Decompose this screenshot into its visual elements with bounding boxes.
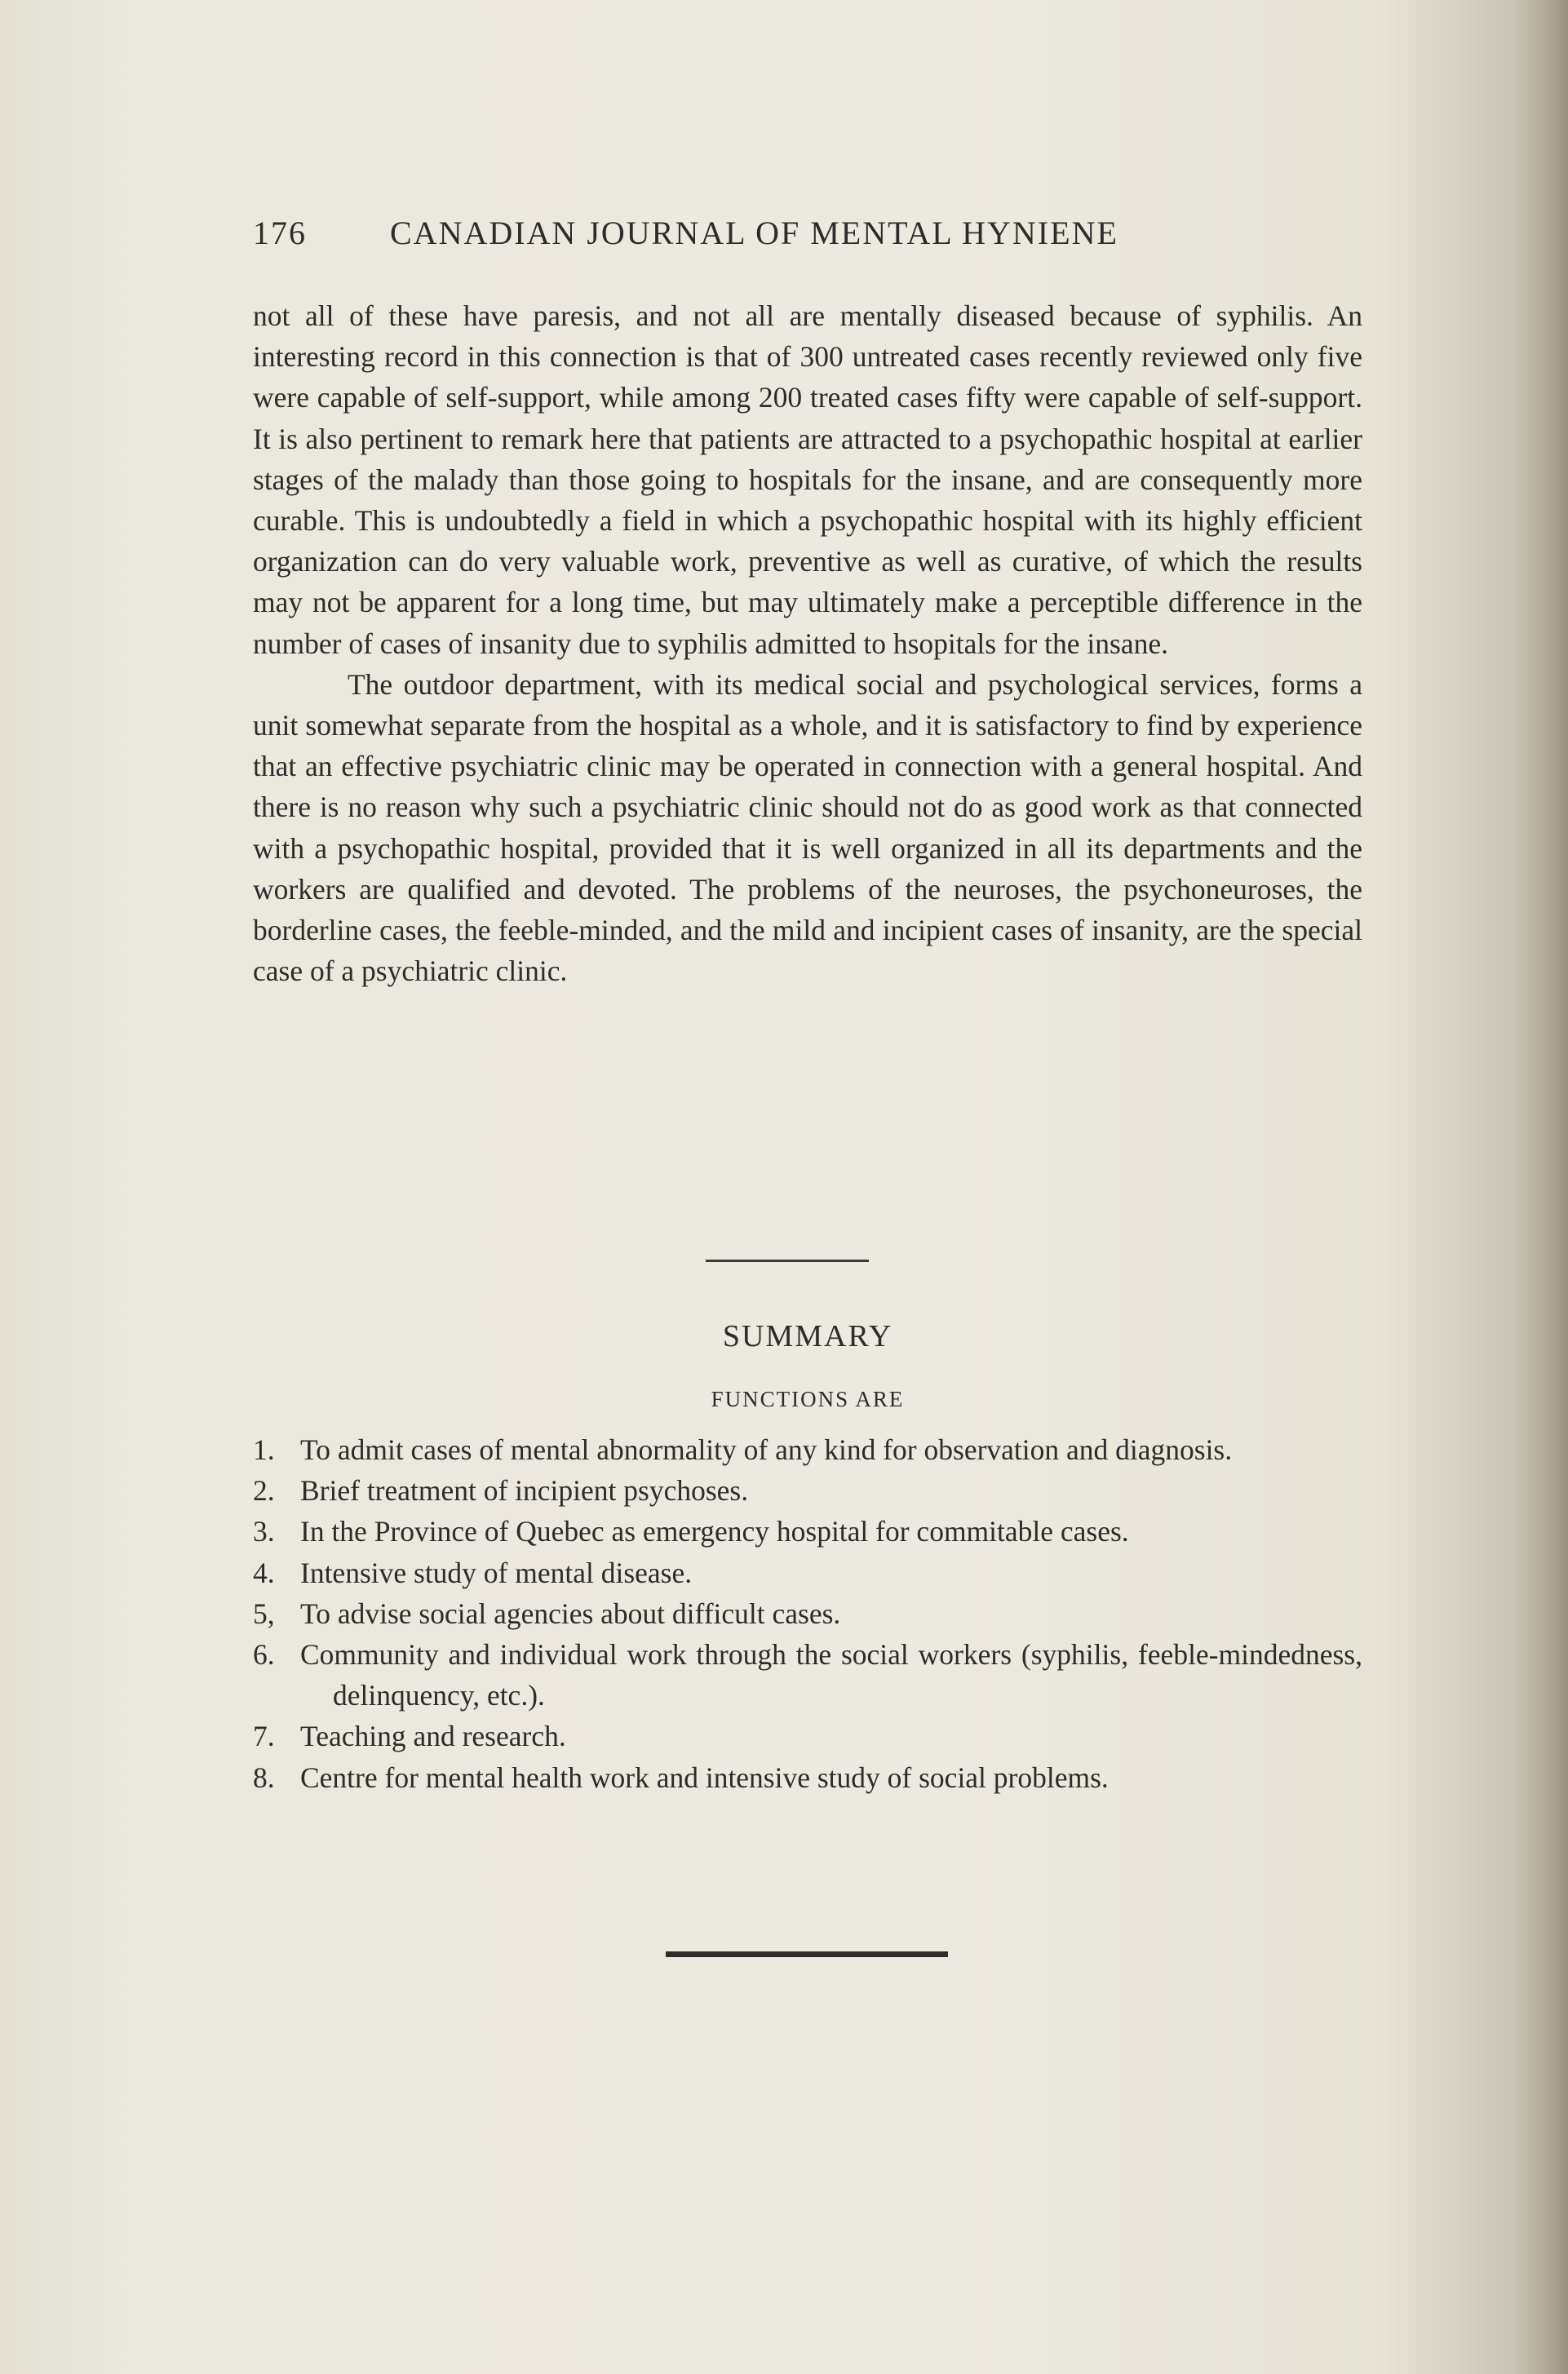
list-item-text: To advise social agencies about difficult cases.: [300, 1597, 841, 1630]
functions-list: [253, 1429, 1362, 1798]
body-paragraph: not all of these have paresis, and not all are mentally diseased because of syphilis. An interesting record in this connection is that of 300 untreated cases recently reviewed only five were capable of self-support, while among 200 treated cases fifty were capable of self-support. It is also pertinent to remark here that patients are attracted to a psychopathic hospital at earlier stages of the malady than those going to hospitals for the insane, and are consequently more curable. This is undoubtedly a field in which a psychopathic hospital with its highly efficient organization can do very valuable work, preventive as well as curative, of which the results may not be apparent for a long time, but may ultimately make a perceptible difference in the number of cases of insanity due to syphilis admitted to hsopitals for the insane.: [253, 299, 1362, 660]
list-item-text: To admit cases of mental abnormality of any kind for observation and diagnosis.: [300, 1433, 1233, 1466]
list-item-number: 2.: [253, 1474, 275, 1508]
list-item: [253, 1511, 1362, 1552]
journal-title: CANADIAN JOURNAL OF MENTAL HYNIENE: [390, 215, 1118, 251]
list-item-number: 8.: [253, 1761, 275, 1794]
list-item-number: 3.: [253, 1515, 275, 1548]
list-item: [253, 1757, 1362, 1798]
summary-heading: SUMMARY: [722, 1319, 893, 1353]
list-item: [253, 1634, 1362, 1716]
body-paragraph: The outdoor department, with its medical social and psychological services, forms a unit somewhat separate from the hospital as a whole, and it is satisfactory to find by experience that an effective psychiatric clinic may be operated in connection with a general hospital. And there is no reason why such a psychiatric clinic should not do as good work as that connected with a psychopathic hospital, provided that it is well organized in all its departments and the workers are qualified and devoted. The problems of the neuroses, the psychoneuroses, the borderline cases, the feeble-minded, and the mild and incipient cases of insanity, are the special case of a psychiatric clinic.: [253, 667, 1362, 988]
list-item: [253, 1552, 1362, 1593]
list-item: [253, 1593, 1362, 1634]
page-number: 176: [253, 215, 307, 251]
page-gutter-shadow: [1511, 0, 1568, 2374]
list-item-text: Community and individual work through the social workers (syphilis, feeble-mindedness, delinquency, etc.).: [300, 1638, 1362, 1712]
list-item: [253, 1429, 1362, 1470]
list-item-text: Intensive study of mental disease.: [300, 1556, 693, 1589]
section-divider: [706, 1260, 869, 1262]
list-item-number: 1.: [253, 1433, 275, 1466]
running-head: [253, 214, 1362, 252]
list-item-number: 5,: [253, 1597, 275, 1630]
list-item-text: In the Province of Quebec as emergency hospital for commitable cases.: [300, 1515, 1129, 1548]
list-item-number: 7.: [253, 1720, 275, 1753]
body-text: [253, 295, 1362, 991]
list-item-text: Teaching and research.: [300, 1720, 566, 1753]
end-rule: [666, 1951, 948, 1957]
list-item-text: Centre for mental health work and intensive study of social problems.: [300, 1761, 1109, 1794]
list-item: [253, 1470, 1362, 1511]
summary-subheading: FUNCTIONS ARE: [711, 1387, 905, 1411]
list-item-number: 4.: [253, 1556, 275, 1589]
list-item: [253, 1716, 1362, 1756]
list-item-text: Brief treatment of incipient psychoses.: [300, 1474, 749, 1508]
list-item-number: 6.: [253, 1638, 275, 1672]
